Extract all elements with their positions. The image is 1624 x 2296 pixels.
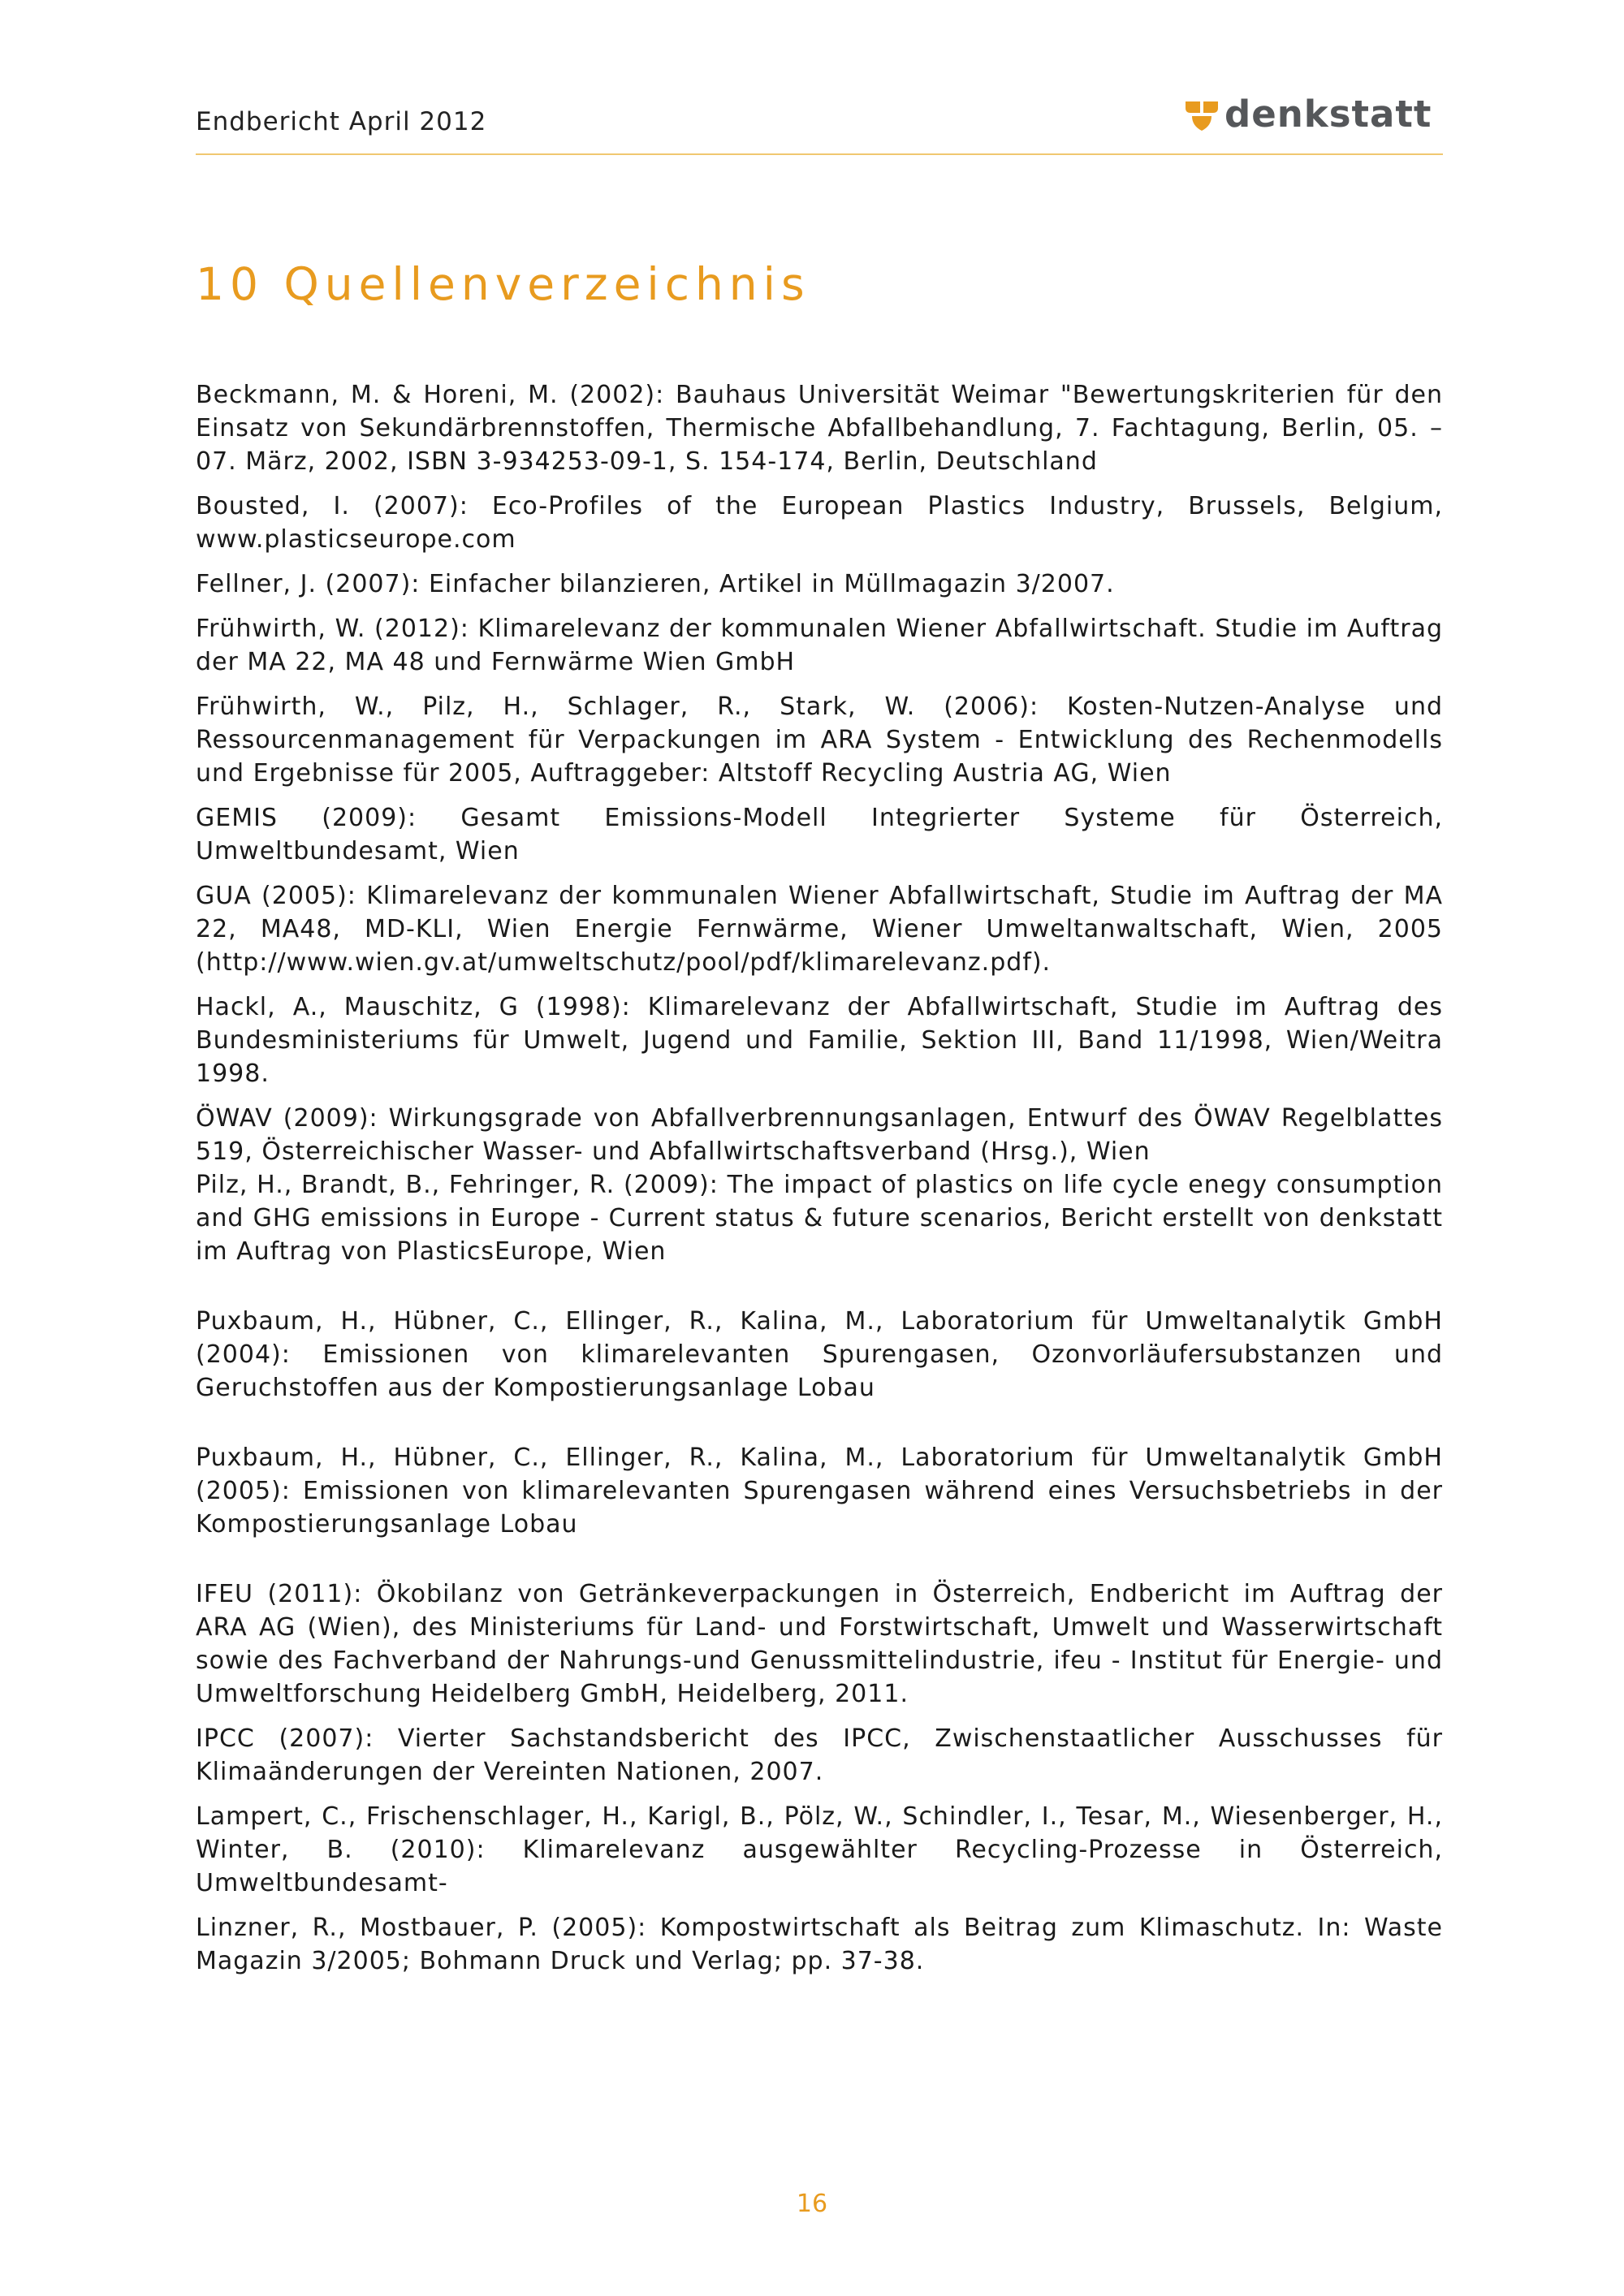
reference-list [196, 378, 1443, 1978]
reference-item: GEMIS (2009): Gesamt Emissions-Modell Integrierter Systeme für Österreich, Umweltbundesamt, Wien [196, 804, 1443, 865]
reference-item: Fellner, J. (2007): Einfacher bilanzieren, Artikel in Müllmagazin 3/2007. [196, 570, 1115, 598]
reference-item: ÖWAV (2009): Wirkungsgrade von Abfallverbrennungsanlagen, Entwurf des ÖWAV Regelblattes 519, Österreichischer Wasser- und Abfallwirtschaftsverband (Hrsg.), Wien [196, 1104, 1443, 1166]
reference-item: Hackl, A., Mauschitz, G (1998): Klimarelevanz der Abfallwirtschaft, Studie im Auftrag des Bundesministeriums für Umwelt, Jugend und Familie, Sektion III, Band 11/1998, Wien/Weitra 1998. [196, 993, 1443, 1088]
reference-item: Puxbaum, H., Hübner, C., Ellinger, R., Kalina, M., Laboratorium für Umweltanalytik GmbH (2005): Emissionen von klimarelevanten Spurengasen während eines Versuchsbetriebs in der Kompostierungsanlage Lobau [196, 1444, 1443, 1539]
reference-item: Lampert, C., Frischenschlager, H., Karigl, B., Pölz, W., Schindler, I., Tesar, M., Wiesenberger, H., Winter, B. (2010): Klimarelevanz ausgewählter Recycling-Prozesse in Österreich, Umweltbundesamt- [196, 1802, 1443, 1897]
reference-item: IFEU (2011): Ökobilanz von Getränkeverpackungen in Österreich, Endbericht im Auftrag der ARA AG (Wien), des Ministeriums für Land- und Forstwirtschaft, Umwelt und Wasserwirtschaft sowie des Fachverband der Nahrungs-und Genussmittelindustrie, ifeu - Institut für Energie- und Umweltforschung Heidelberg GmbH, Heidelberg, 2011. [196, 1580, 1443, 1708]
reference-item: Bousted, I. (2007): Eco-Profiles of the European Plastics Industry, Brussels, Belgium, www.plasticseurope.com [196, 492, 1443, 554]
reference-item: Puxbaum, H., Hübner, C., Ellinger, R., Kalina, M., Laboratorium für Umweltanalytik GmbH (2004): Emissionen von klimarelevanten Spurengasen, Ozonvorläufersubstanzen und Geruchstoffen aus der Kompostierungsanlage Lobau [196, 1307, 1443, 1402]
reference-item: Frühwirth, W., Pilz, H., Schlager, R., Stark, W. (2006): Kosten-Nutzen-Analyse und Ressourcenmanagement für Verpackungen im ARA System - Entwicklung des Rechenmodells und Ergebnisse für 2005, Auftraggeber: Altstoff Recycling Austria AG, Wien [196, 693, 1443, 788]
reference-item: Linzner, R., Mostbauer, P. (2005): Kompostwirtschaft als Beitrag zum Klimaschutz. In: Waste Magazin 3/2005; Bohmann Druck und Verlag; pp. 37-38. [196, 1914, 1443, 1975]
logo-wordmark: denkstatt [1224, 93, 1432, 136]
page-number: 16 [796, 2190, 828, 2218]
reference-item: IPCC (2007): Vierter Sachstandsbericht des IPCC, Zwischenstaatlicher Ausschusses für Klimaänderungen der Vereinten Nationen, 2007. [196, 1724, 1443, 1786]
denkstatt-logo [1184, 93, 1432, 136]
reference-item: Beckmann, M. & Horeni, M. (2002): Bauhaus Universität Weimar "Bewertungskriterien für den Einsatz von Sekundärbrennstoffen, Thermische Abfallbehandlung, 7. Fachtagung, Berlin, 05. – 07. März, 2002, ISBN 3-934253-09-1, S. 154-174, Berlin, Deutschland [196, 381, 1443, 476]
report-header-label: Endbericht April 2012 [196, 107, 487, 136]
reference-item: Frühwirth, W. (2012): Klimarelevanz der kommunalen Wiener Abfallwirtschaft. Studie im Auftrag der MA 22, MA 48 und Fernwärme Wien GmbH [196, 615, 1443, 676]
denkstatt-logo-icon [1184, 97, 1220, 132]
header-divider [196, 153, 1443, 155]
reference-item: GUA (2005): Klimarelevanz der kommunalen Wiener Abfallwirtschaft, Studie im Auftrag der MA 22, MA48, MD-KLI, Wien Energie Fernwärme, Wiener Umweltanwaltschaft, Wien, 2005 (http://www.wien.gv.at/umweltschutz/pool/pdf/klimarelevanz.pdf). [196, 882, 1443, 977]
reference-item: Pilz, H., Brandt, B., Fehringer, R. (2009): The impact of plastics on life cycle enegy consumption and GHG emissions in Europe - Current status & future scenarios, Bericht erstellt von denkstatt im Auftrag von PlasticsEurope, Wien [196, 1171, 1443, 1266]
section-title: 10 Quellenverzeichnis [196, 258, 810, 310]
